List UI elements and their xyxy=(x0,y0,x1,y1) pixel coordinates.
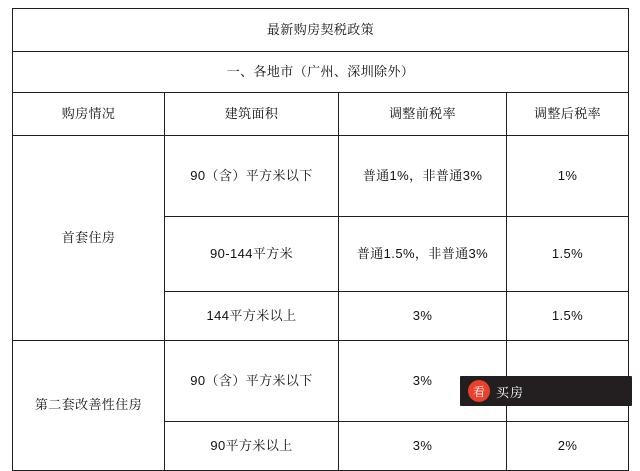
cell-rate-before: 3% xyxy=(339,422,507,471)
group-label-second-home: 第二套改善性住房 xyxy=(13,341,165,471)
cell-rate-before: 3% xyxy=(339,341,507,422)
cell-rate-after: 1% xyxy=(507,136,629,217)
cell-area: 90（含）平方米以下 xyxy=(165,341,339,422)
watermark-label: 买房 xyxy=(496,384,525,400)
cell-rate-after: 2% xyxy=(507,422,629,471)
cell-rate-before: 普通1%，非普通3% xyxy=(339,136,507,217)
watermark xyxy=(460,376,632,406)
section-heading: 一、各地市（广州、深圳除外） xyxy=(13,52,629,93)
group-label-first-home: 首套住房 xyxy=(13,136,165,341)
column-header-area: 建筑面积 xyxy=(165,93,339,136)
table-section-row xyxy=(13,52,629,93)
table-title-row xyxy=(13,9,629,52)
cell-area: 90-144平方米 xyxy=(165,217,339,292)
cell-rate-after: 1.5% xyxy=(507,217,629,292)
cell-area: 90（含）平方米以下 xyxy=(165,136,339,217)
table-row xyxy=(13,136,629,217)
cell-area: 90平方米以上 xyxy=(165,422,339,471)
page-title: 最新购房契税政策 xyxy=(13,9,629,52)
cell-rate-before: 3% xyxy=(339,292,507,341)
watermark-logo-icon: 看 xyxy=(468,380,490,402)
column-header-situation: 购房情况 xyxy=(13,93,165,136)
cell-rate-after: 1.5% xyxy=(507,292,629,341)
table-header-row xyxy=(13,93,629,136)
cell-rate-before: 普通1.5%，非普通3% xyxy=(339,217,507,292)
cell-area: 144平方米以上 xyxy=(165,292,339,341)
column-header-rate-before: 调整前税率 xyxy=(339,93,507,136)
column-header-rate-after: 调整后税率 xyxy=(507,93,629,136)
